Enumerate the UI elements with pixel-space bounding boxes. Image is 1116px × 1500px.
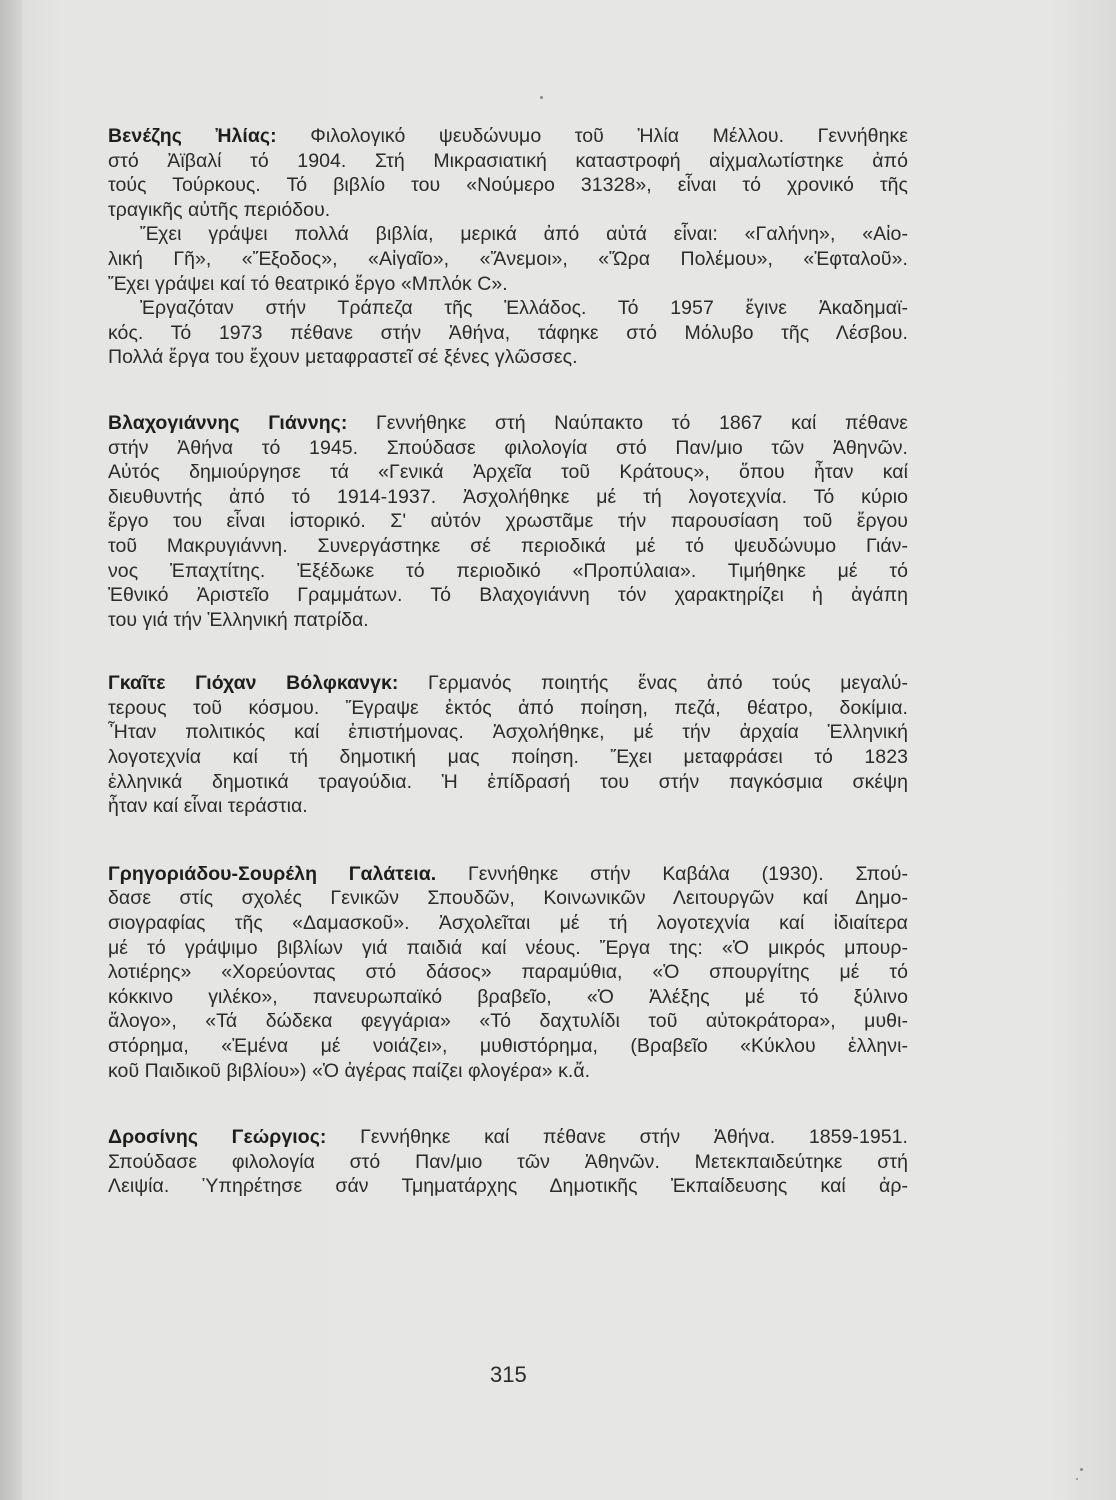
entry-name: Γκαῖτε Γιόχαν Βόλφκανγκ: [108,672,399,695]
entry-line: Ἐθνικό Ἀριστεῖο Γραμμάτων. Τό Βλαχογιάννη τόν χαρακτηρίζει ἡ ἀγάπη [108,584,908,607]
entry-line: Ἔχει γράψει καί τό θεατρικό ἔργο «Μπλόκ C». [108,272,508,295]
entry-line: κοῦ Παιδικοῦ βιβλίου») «Ὁ ἀγέρας παίζει φλογέρα» κ.ἄ. [108,1059,591,1082]
entry-line: Πολλά ἔργα του ἔχουν μεταφραστεῖ σέ ξένες γλῶσσες. [108,346,578,369]
entry-line: Ἦταν πολιτικός καί ἐπιστήμονας. Ἀσχολήθηκε, μέ τήν ἀρχαία Ἑλληνική [108,721,908,744]
entry-line: Βενέζης Ἠλίας: Φιλολογικό ψευδώνυμο τοῦ Ἠλία Μέλλου. Γεννήθηκε [108,125,909,147]
entry-line: Αὐτός δημιούργησε τά «Γενικά Ἀρχεῖα τοῦ Κράτους», ὅπου ἦταν καί [108,461,908,484]
print-speck [1080,1468,1083,1471]
entry-line: Λειψία. Ὑπηρέτησε σάν Τμηματάρχης Δημοτικῆς Ἐκπαίδευσης καί ἀρ- [108,1175,908,1198]
entry-line: Ἔχει γράψει πολλά βιβλία, μερικά ἀπό αὐτά εἶναι: «Γαλήνη», «Αἰο- [140,223,908,246]
entry-name: Δροσίνης Γεώργιος: [108,1126,327,1149]
entry-line: ἔργο του εἶναι ἱστορικό. Σ' αὐτόν χρωστᾶμε τήν παρουσίαση τοῦ ἔργου [108,510,908,533]
entry-line: κός. Τό 1973 πέθανε στήν Ἀθήνα, τάφηκε στό Μόλυβο τῆς Λέσβου. [108,321,908,344]
entry-line: στήν Ἀθήνα τό 1945. Σπούδασε φιλολογία στό Παν/μιο τῶν Ἀθηνῶν. [108,436,908,459]
entry-line: Σπούδασε φιλολογία στό Παν/μιο τῶν Ἀθηνῶν. Μετεκπαιδεύτηκε στή [108,1150,908,1173]
entry-line: στό Ἀϊβαλί τό 1904. Στή Μικρασιατική καταστροφή αἰχμαλωτίστηκε ἀπό [108,149,908,172]
entry-line: ἑλληνικά δημοτικά τραγούδια. Ἡ ἐπίδρασή του στήν παγκόσμια σκέψη [108,770,908,793]
entry-line: τοῦ Μακρυγιάννη. Συνεργάστηκε σέ περιοδικά μέ τό ψευδώνυμο Γιάν- [108,534,908,557]
entry-line: κόκκινο γιλέκο», πανευρωπαϊκό βραβεῖο, «Ὁ Ἀλέξης μέ τό ξύλινο [108,985,908,1008]
print-speck [1076,1478,1078,1480]
page-number: 315 [490,1362,527,1387]
entry-line: Ἐργαζόταν στήν Τράπεζα τῆς Ἑλλάδος. Τό 1957 ἔγινε Ἀκαδημαϊ- [140,297,908,320]
entry-line: λοτιέρης» «Χορεύοντας στό δάσος» παραμύθια, «Ὁ σπουργίτης μέ τό [108,961,908,984]
entry-vlachogiannis [108,411,908,632]
entry-grigoriadou-soureli [108,862,908,1083]
entry-name: Γρηγοριάδου-Σουρέλη Γαλάτεια. [108,862,437,885]
entry-line: Γκαῖτε Γιόχαν Βόλφκανγκ: Γερμανός ποιητής ἕνας ἀπό τούς μεγαλύ- [108,672,908,695]
entry-line: διευθυντής ἀπό τό 1914-1937. Ἀσχολήθηκε μέ τή λογοτεχνία. Τό κύριο [108,485,908,508]
entry-line: Γρηγοριάδου-Σουρέλη Γαλάτεια. Γεννήθηκε στήν Καβάλα (1930). Σπού- [108,862,908,885]
entry-line: μέ τό γράψιμο βιβλίων γιά παιδιά καί νέους. Ἔργα της: «Ὁ μικρός μπουρ- [108,936,908,959]
entry-goethe [108,671,908,819]
entry-line: λική Γῆ», «Ἔξοδος», «Αἰγαῖο», «Ἄνεμοι», «Ὥρα Πολέμου», «Ἐφταλοῦ». [108,247,908,270]
entry-line: ἄλογο», «Τά δώδεκα φεγγάρια» «Τό δαχτυλίδι τοῦ αὐτοκράτορα», μυθι- [108,1010,908,1033]
entry-line: τερους τοῦ κόσμου. Ἔγραψε ἐκτός ἀπό ποίηση, πεζά, θέατρο, δοκίμια. [108,696,908,719]
entry-name: Βενέζης Ἠλίας: [108,125,277,147]
print-speck [540,96,543,99]
entry-line: Δροσίνης Γεώργιος: Γεννήθηκε καί πέθανε στήν Ἀθήνα. 1859-1951. [108,1126,909,1149]
entry-line: τραγικῆς αὐτῆς περιόδου. [108,198,331,221]
entry-line: του γιά τήν Ἑλληνική πατρίδα. [108,608,369,631]
page-gutter-shadow [0,0,22,1500]
entry-name: Βλαχογιάννης Γιάννης: [108,411,348,434]
entry-line: λογοτεχνία καί τή δημοτική μας ποίηση. Ἔχει μεταφράσει τό 1823 [108,746,908,769]
entry-line: Βλαχογιάννης Γιάννης: Γεννήθηκε στή Ναύπακτο τό 1867 καί πέθανε [108,411,909,434]
entry-venezis [108,124,908,370]
biography-entries [108,124,908,1199]
entry-line: σιογραφίας τῆς «Δαμασκοῦ». Ἀσχολεῖται μέ τή λογοτεχνία καί ἰδιαίτερα [108,912,908,935]
entry-line: στόρημα, «Ἐμένα μέ νοιάζει», μυθιστόρημα, (Βραβεῖο «Κύκλου ἑλληνι- [108,1035,908,1057]
entry-drosinis [108,1125,908,1199]
entry-line: δασε στίς σχολές Γενικῶν Σπουδῶν, Κοινωνικῶν Λειτουργῶν καί Δημο- [108,887,908,910]
entry-line: τούς Τούρκους. Τό βιβλίο του «Νούμερο 31328», εἶναι τό χρονικό τῆς [108,174,908,197]
entry-line: νος Ἐπαχτίτης. Ἐξέδωκε τό περιοδικό «Προπύλαια». Τιμήθηκε μέ τό [108,559,908,582]
entry-line: ἦταν καί εἶναι τεράστια. [108,795,308,818]
